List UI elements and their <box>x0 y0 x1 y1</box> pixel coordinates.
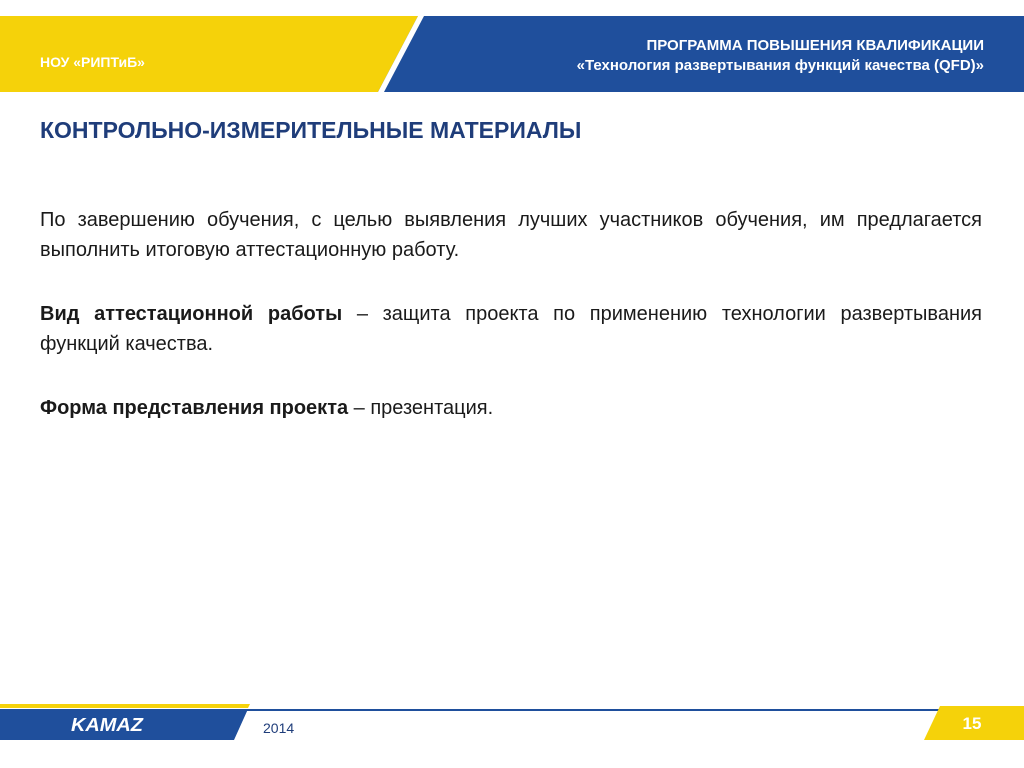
paragraph-intro: По завершению обучения, с целью выявления лучших участников обучения, им предлагается выполнить итоговую аттестационную работу. <box>40 209 982 261</box>
footer-banner <box>0 700 1024 768</box>
page-number: 15 <box>962 714 982 733</box>
slide-title: КОНТРОЛЬНО-ИЗМЕРИТЕЛЬНЫЕ МАТЕРИАЛЫ <box>40 117 582 143</box>
footer-year: 2014 <box>263 720 295 736</box>
program-title-line2: «Технология развертывания функций качества (QFD)» <box>576 57 984 74</box>
work-type-label: Вид аттестационной работы <box>40 303 343 325</box>
kamaz-logo-text: KAMAZ <box>71 715 144 735</box>
paragraph-project-form <box>40 393 982 423</box>
program-title-line1: ПРОГРАММА ПОВЫШЕНИЯ КВАЛИФИКАЦИИ <box>646 37 984 54</box>
project-form-label: Форма представления проекта <box>40 397 349 419</box>
project-form-text: – презентация. <box>348 397 494 419</box>
work-type-text: – защита проекта по применению технологии развертывания функций качества. <box>40 303 982 355</box>
paragraph-work-type <box>40 299 982 359</box>
org-name: НОУ «РИПТиБ» <box>40 54 145 70</box>
slide-content <box>40 205 982 457</box>
footer-yellow-stripe <box>0 704 250 708</box>
program-title <box>424 36 984 76</box>
kamaz-logo <box>70 714 144 736</box>
